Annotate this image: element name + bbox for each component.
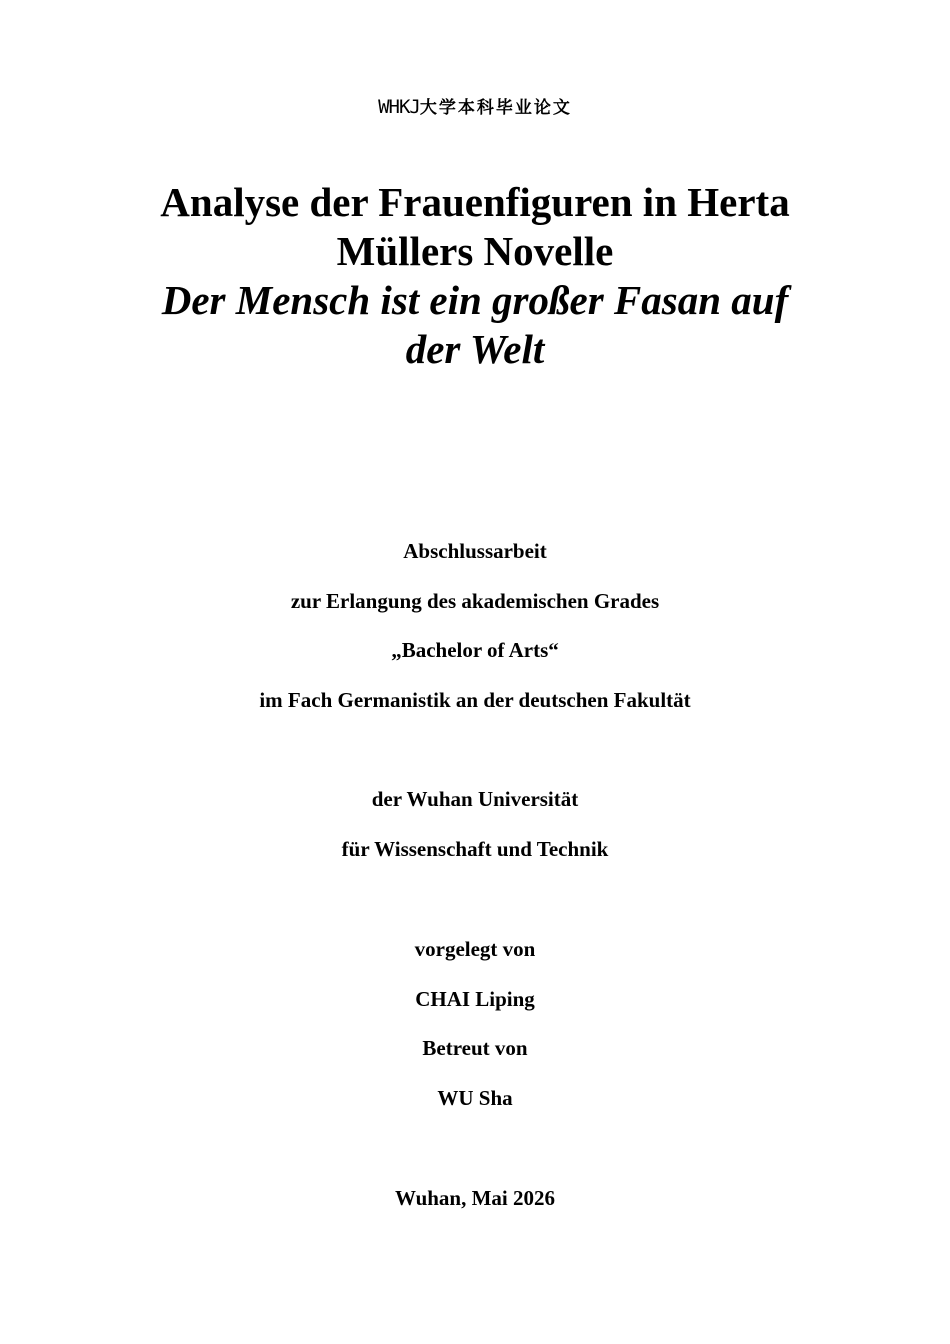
header-chinese-title: 大学本科毕业论文 (419, 98, 572, 118)
header-code: WHKJ (378, 96, 420, 118)
supervisor-name: WU Sha (437, 1086, 513, 1110)
degree-name: „Bachelor of Arts“ (391, 638, 559, 662)
submitted-by-label: vorgelegt von (414, 937, 536, 961)
thesis-title (120, 178, 830, 374)
title-line-1: Analyse der Frauenfiguren in Herta (160, 179, 790, 225)
title-line-2: Müllers Novelle (336, 228, 614, 274)
place-and-date: Wuhan, Mai 2026 (394, 1186, 556, 1210)
page-header (0, 94, 950, 121)
title-line-3: Der Mensch ist ein großer Fasan auf (161, 277, 789, 323)
title-line-4: der Welt (405, 326, 545, 372)
university-line-2: für Wissenschaft und Technik (341, 837, 609, 861)
university-line-1: der Wuhan Universität (371, 787, 579, 811)
supervised-by-label: Betreut von (422, 1036, 528, 1060)
degree-purpose: zur Erlangung des akademischen Grades (290, 589, 660, 613)
field-of-study: im Fach Germanistik an der deutschen Fakultät (259, 688, 691, 712)
author-name: CHAI Liping (415, 987, 535, 1011)
thesis-type: Abschlussarbeit (403, 539, 547, 563)
